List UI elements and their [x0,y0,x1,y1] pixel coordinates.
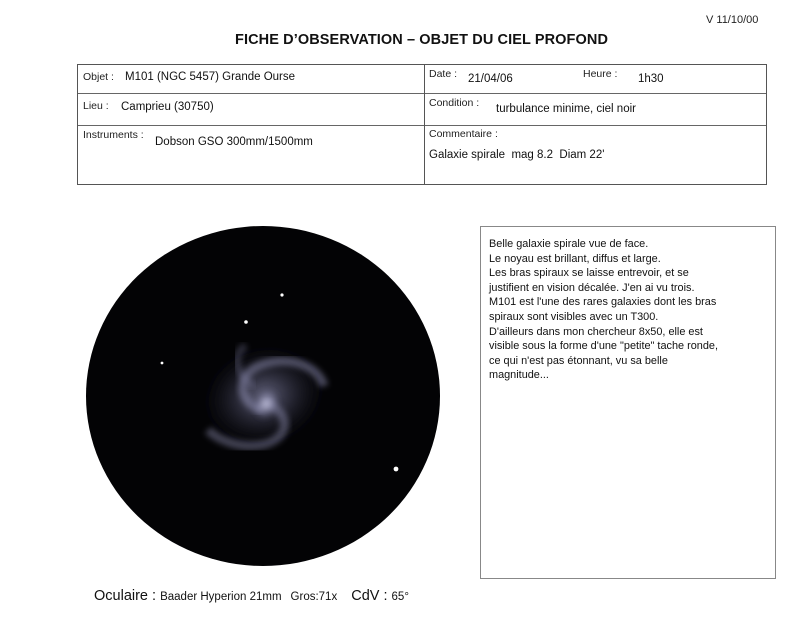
notes-line: M101 est l'une des rares galaxies dont les bras [489,296,717,309]
objet-label: Objet : [83,71,114,83]
notes-line: ce qui n'est pas étonnant, vu sa belle [489,354,668,367]
magnification-value: Gros:71x [290,591,338,603]
notes-line: Les bras spiraux se laisse entrevoir, et se [489,267,689,280]
notes-box [480,226,776,579]
objet-value: M101 (NGC 5457) Grande Ourse [125,71,296,83]
notes-line: justifient en vision décalée. J'en ai vu trois. [489,281,695,294]
notes-line: D'ailleurs dans mon chercheur 8x50, elle est [489,325,703,338]
cdv-label: CdV [351,588,380,604]
heure-label: Heure : [583,68,618,80]
cdv-value: 65° [391,591,409,603]
notes-line: spiraux sont visibles avec un T300. [489,310,659,323]
star-icon [394,467,399,472]
star-icon [280,293,283,296]
instruments-cell [78,126,424,185]
page-title: FICHE D’OBSERVATION – OBJET DU CIEL PROFOND [235,32,609,48]
objet-cell [78,65,424,93]
version-label: V 11/10/00 [706,14,759,26]
galaxy-sketch [86,226,440,566]
oculaire-label: Oculaire [94,588,148,604]
commentaire-cell [425,126,767,185]
notes-line: visible sous la forme d'une "petite" tache ronde, [489,340,718,353]
observation-info-table [77,64,767,185]
star-icon [161,362,164,365]
instruments-label: Instruments : [83,129,144,141]
notes-text [489,237,769,383]
notes-line: Le noyau est brillant, diffus et large. [489,252,661,265]
condition-value: turbulance minime, ciel noir [496,103,636,115]
commentaire-value: Galaxie spirale mag 8.2 Diam 22' [429,149,605,161]
instruments-value: Dobson GSO 300mm/1500mm [155,136,313,148]
condition-label: Condition : [429,97,480,109]
lieu-cell [78,94,424,125]
oculaire-value: Baader Hyperion 21mm [160,591,282,603]
date-cell [425,65,767,93]
notes-line: Belle galaxie spirale vue de face. [489,238,649,250]
separator: : [148,588,161,604]
eyepiece-footer [94,587,409,605]
commentaire-label: Commentaire : [429,128,498,140]
date-label: Date : [429,68,458,80]
lieu-label: Lieu : [83,100,109,112]
date-value: 21/04/06 [468,73,513,85]
star-icon [244,320,248,324]
notes-line: magnitude... [489,369,549,382]
condition-cell [425,94,767,125]
lieu-value: Camprieu (30750) [121,101,214,113]
separator: : [379,588,392,604]
heure-value: 1h30 [638,73,664,85]
